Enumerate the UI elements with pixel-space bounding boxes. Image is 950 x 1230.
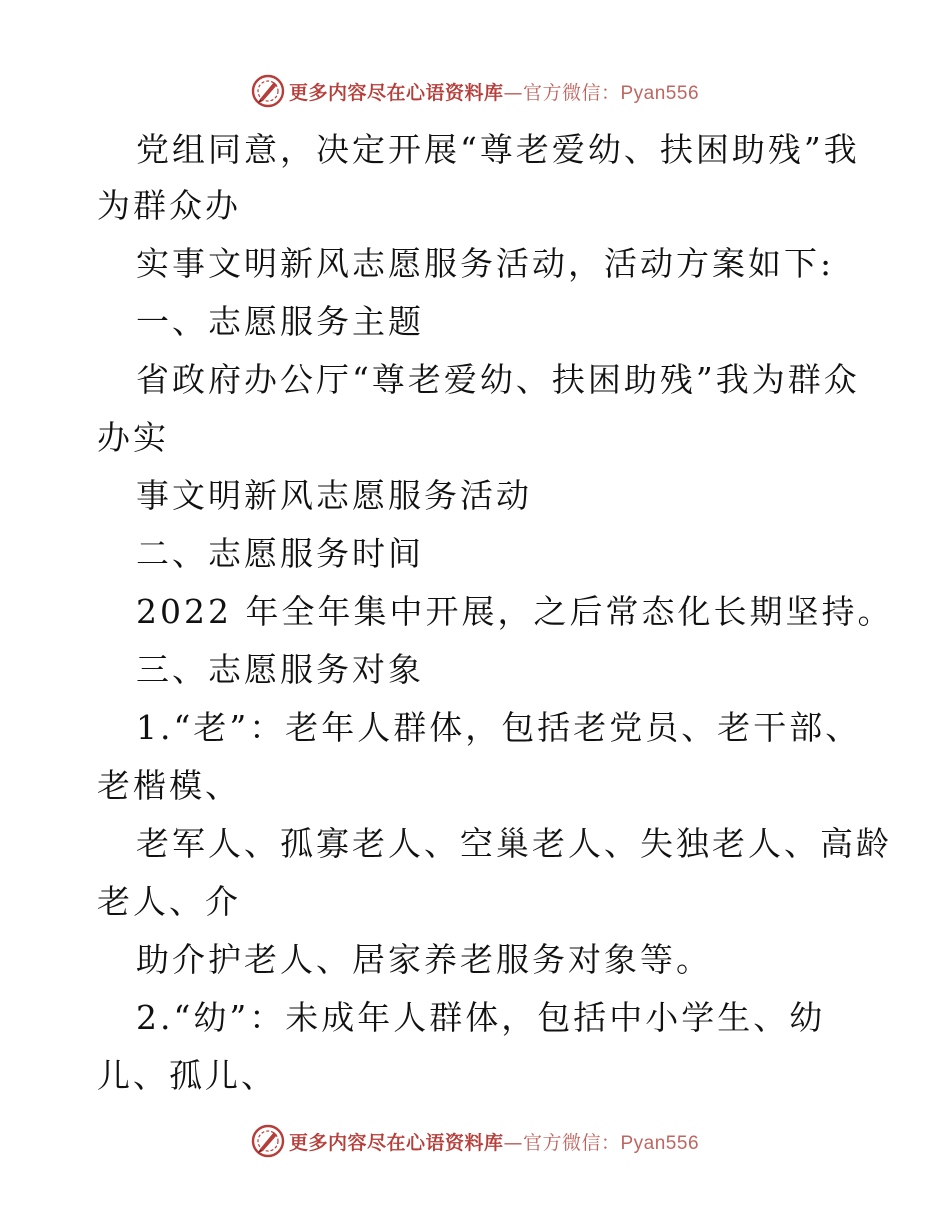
- paragraph-line: 助介护老人、居家养老服务对象等。: [136, 940, 712, 979]
- paragraph-line: 1.“老”：老年人群体，包括老党员、老干部、: [136, 708, 862, 747]
- paragraph-line: 实事文明新风志愿服务活动，活动方案如下:: [136, 244, 835, 283]
- paragraph-line: 2022 年全年集中开展，之后常态化长期坚持。: [136, 592, 894, 631]
- paragraph-line: 党组同意，决定开展“尊老爱幼、扶困助残”我: [136, 130, 860, 169]
- watermark-brand: 更多内容尽在心语资料库: [288, 81, 504, 104]
- paragraph-line: 办实: [97, 418, 169, 457]
- paragraph-line: 老人、介: [97, 882, 241, 921]
- section-heading: 二、志愿服务时间: [136, 534, 424, 573]
- section-heading: 三、志愿服务对象: [136, 650, 424, 689]
- paragraph-line: 事文明新风志愿服务活动: [136, 476, 532, 515]
- watermark-dash: —: [503, 1131, 523, 1154]
- paragraph-line: 2.“幼”：未成年人群体，包括中小学生、幼: [136, 998, 826, 1037]
- quill-pen-circle-icon: [251, 74, 285, 108]
- paragraph-line: 省政府办公厅“尊老爱幼、扶困助残”我为群众: [136, 360, 860, 399]
- footer-watermark: [0, 1121, 950, 1161]
- quill-pen-circle-icon: [251, 1124, 285, 1158]
- watermark-text: [289, 1128, 699, 1155]
- paragraph-line: 为群众办: [97, 186, 241, 225]
- watermark-text: [289, 78, 699, 105]
- header-watermark: [0, 71, 950, 111]
- watermark-label: 官方微信：: [522, 81, 621, 104]
- section-heading: 一、志愿服务主题: [136, 302, 424, 341]
- watermark-label: 官方微信：: [522, 1131, 621, 1154]
- watermark-brand: 更多内容尽在心语资料库: [288, 1131, 504, 1154]
- paragraph-line: 老军人、孤寡老人、空巢老人、失独老人、高龄: [136, 824, 892, 863]
- watermark-wechat-id: Pyan556: [620, 82, 700, 104]
- paragraph-line: 老楷模、: [97, 766, 241, 805]
- watermark-wechat-id: Pyan556: [620, 1132, 700, 1154]
- paragraph-line: 儿、孤儿、: [97, 1056, 277, 1095]
- watermark-dash: —: [503, 81, 523, 104]
